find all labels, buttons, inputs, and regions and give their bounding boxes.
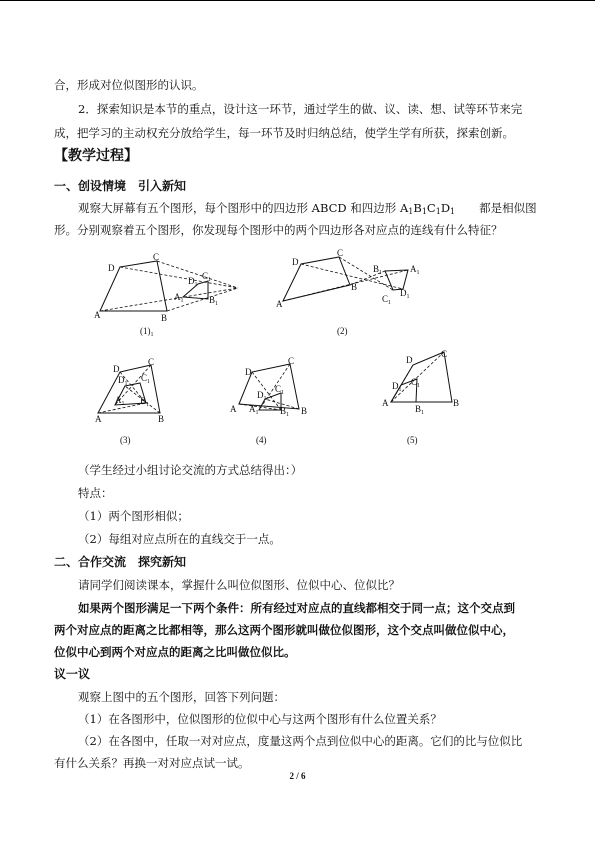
vertex-label: B bbox=[351, 282, 358, 292]
vertex-label: $C_1$ bbox=[411, 377, 421, 389]
figure-caption: (4) bbox=[256, 435, 267, 445]
section-title bbox=[54, 554, 595, 570]
vertex-label: $D_1$ bbox=[392, 381, 402, 393]
figure-caption: (3) bbox=[120, 435, 131, 445]
vertex-label: D bbox=[292, 257, 299, 267]
label-c1: C bbox=[426, 201, 436, 215]
vertex-label: D bbox=[108, 263, 115, 273]
vertex-label: $A_1$ bbox=[249, 404, 259, 416]
definition-line: 如果两个图形满足一下两个条件：所有经过对应点的直线都相交于同一点；这个交点到 bbox=[78, 601, 515, 615]
section-title-main: 二、合作交流 bbox=[54, 555, 127, 569]
vertex-label: C bbox=[153, 252, 160, 262]
subscript: 1 bbox=[450, 207, 456, 216]
paragraph-line: （学生经过小组讨论交流的方式总结得出：） bbox=[78, 463, 303, 477]
figure-caption: $(1)_1$ bbox=[140, 326, 154, 338]
section-header: 【教学过程】 bbox=[54, 148, 138, 164]
paragraph-line: （2）在各图中，任取一对对应点，度量这两个点到位似中心的距离。它们的比与位似比 bbox=[78, 734, 523, 748]
paragraph-line: 形。分别观察着五个图形，你发现每个图形中的两个四边形各对应点的连线有什么特征？ bbox=[54, 223, 503, 237]
figure-4 bbox=[230, 356, 307, 445]
ray bbox=[391, 352, 444, 402]
ray bbox=[100, 288, 238, 311]
section-title: 议一议 bbox=[54, 667, 91, 681]
paragraph-line: 成，把学习的主动权充分放给学生，每一环节及时归纳总结，使学生学有所获，探索创新。 bbox=[54, 126, 514, 140]
paragraph-line: 有什么关系？再换一对对应点试一试。 bbox=[54, 756, 250, 770]
vertex-label: $C_1$ bbox=[141, 373, 151, 385]
vertex-label: A bbox=[95, 414, 102, 424]
label-b1: B bbox=[413, 201, 422, 215]
subscript: 1 bbox=[421, 207, 427, 216]
vertex-label: $B_1$ bbox=[415, 404, 425, 416]
vertex-label: $B_1$ bbox=[209, 295, 219, 307]
vertex-label: C bbox=[148, 357, 155, 367]
paragraph-line: 请同学们阅读课本，掌握什么叫位似图形、位似中心、位似比？ bbox=[78, 578, 400, 592]
paragraph-line: 特点： bbox=[78, 486, 113, 500]
vertex-label: $D_1$ bbox=[400, 288, 410, 300]
figure-caption: (5) bbox=[407, 435, 418, 445]
subscript: 1 bbox=[408, 207, 414, 216]
page-number: 2 / 6 bbox=[289, 771, 306, 781]
vertex-label: $C_1$ bbox=[382, 294, 392, 306]
vertex-label: C bbox=[288, 356, 295, 366]
vertex-label: C bbox=[337, 248, 344, 258]
vertex-label: B bbox=[301, 406, 308, 416]
subscript: 1 bbox=[435, 207, 441, 216]
vertex-label: $C_1$ bbox=[202, 271, 212, 283]
paragraph-line: （1）两个图形相似； bbox=[78, 509, 189, 523]
paragraph-line: （1）在各图形中，位似图形的位似中心与这两个图形有什么位置关系？ bbox=[78, 712, 442, 726]
vertex-label: $D_1$ bbox=[188, 276, 198, 288]
vertex-label: $B_1$ bbox=[140, 396, 150, 408]
vertex-label: A bbox=[230, 404, 237, 414]
vertex-label: $A_1$ bbox=[410, 264, 420, 276]
intro-text: 观察大屏幕有五个图形，每个图形中的四边形 ABCD 和四边形 A bbox=[78, 201, 409, 215]
vertex-label: $B_1$ bbox=[373, 264, 383, 276]
intro-text-end: 都是相似图 bbox=[479, 201, 537, 215]
figure-3 bbox=[95, 357, 164, 445]
vertex-label: A bbox=[276, 299, 283, 309]
label-d1: D bbox=[440, 201, 451, 215]
figure-5 bbox=[382, 349, 459, 445]
paragraph-line: 观察上图中的五个图形，回答下列问题： bbox=[78, 690, 285, 704]
vertex-label: C bbox=[441, 349, 448, 359]
section-title-sub: 探究新知 bbox=[138, 555, 187, 569]
paragraph-line: 合，形成对位似图形的认识。 bbox=[54, 78, 204, 92]
vertex-label: A bbox=[382, 398, 389, 408]
vertex-label: D bbox=[245, 367, 252, 377]
ray bbox=[120, 267, 238, 288]
vertex-label: B bbox=[161, 313, 168, 323]
paragraph-line: （2）每组对应点所在的直线交于一点。 bbox=[78, 532, 281, 546]
vertex-label: $B_1$ bbox=[280, 406, 290, 418]
section-title-main: 一、创设情境 bbox=[54, 179, 127, 193]
vertex-label: A bbox=[94, 310, 101, 320]
vertex-label: B bbox=[158, 414, 165, 424]
figure-2 bbox=[276, 248, 420, 336]
vertex-label: $D_1$ bbox=[257, 390, 267, 402]
vertex-label: $C_1$ bbox=[275, 384, 285, 396]
definition-line: 两个对应点的距离之比都相等，那么这两个图形就叫做位似图形，这个交点叫做位似中心， bbox=[54, 623, 514, 637]
section-title-sub: 引入新知 bbox=[138, 179, 187, 193]
definition-line: 位似中心到两个对应点的距离之比叫做位似比。 bbox=[54, 645, 296, 659]
vertex-label: D bbox=[406, 355, 413, 365]
vertex-label: $A_1$ bbox=[115, 395, 125, 407]
vertex-label: $D_1$ bbox=[118, 375, 128, 387]
figure-caption: (2) bbox=[337, 326, 348, 336]
vertex-label: B bbox=[453, 398, 460, 408]
paragraph-line: 2．探索知识是本节的重点，设计这一环节，通过学生的做、议、读、想、试等环节来完 bbox=[78, 102, 523, 116]
quad-abcd bbox=[391, 352, 452, 402]
vertex-label: D bbox=[113, 364, 120, 374]
vertex-label: $A_1$ bbox=[174, 292, 184, 304]
figure-1 bbox=[94, 252, 238, 338]
